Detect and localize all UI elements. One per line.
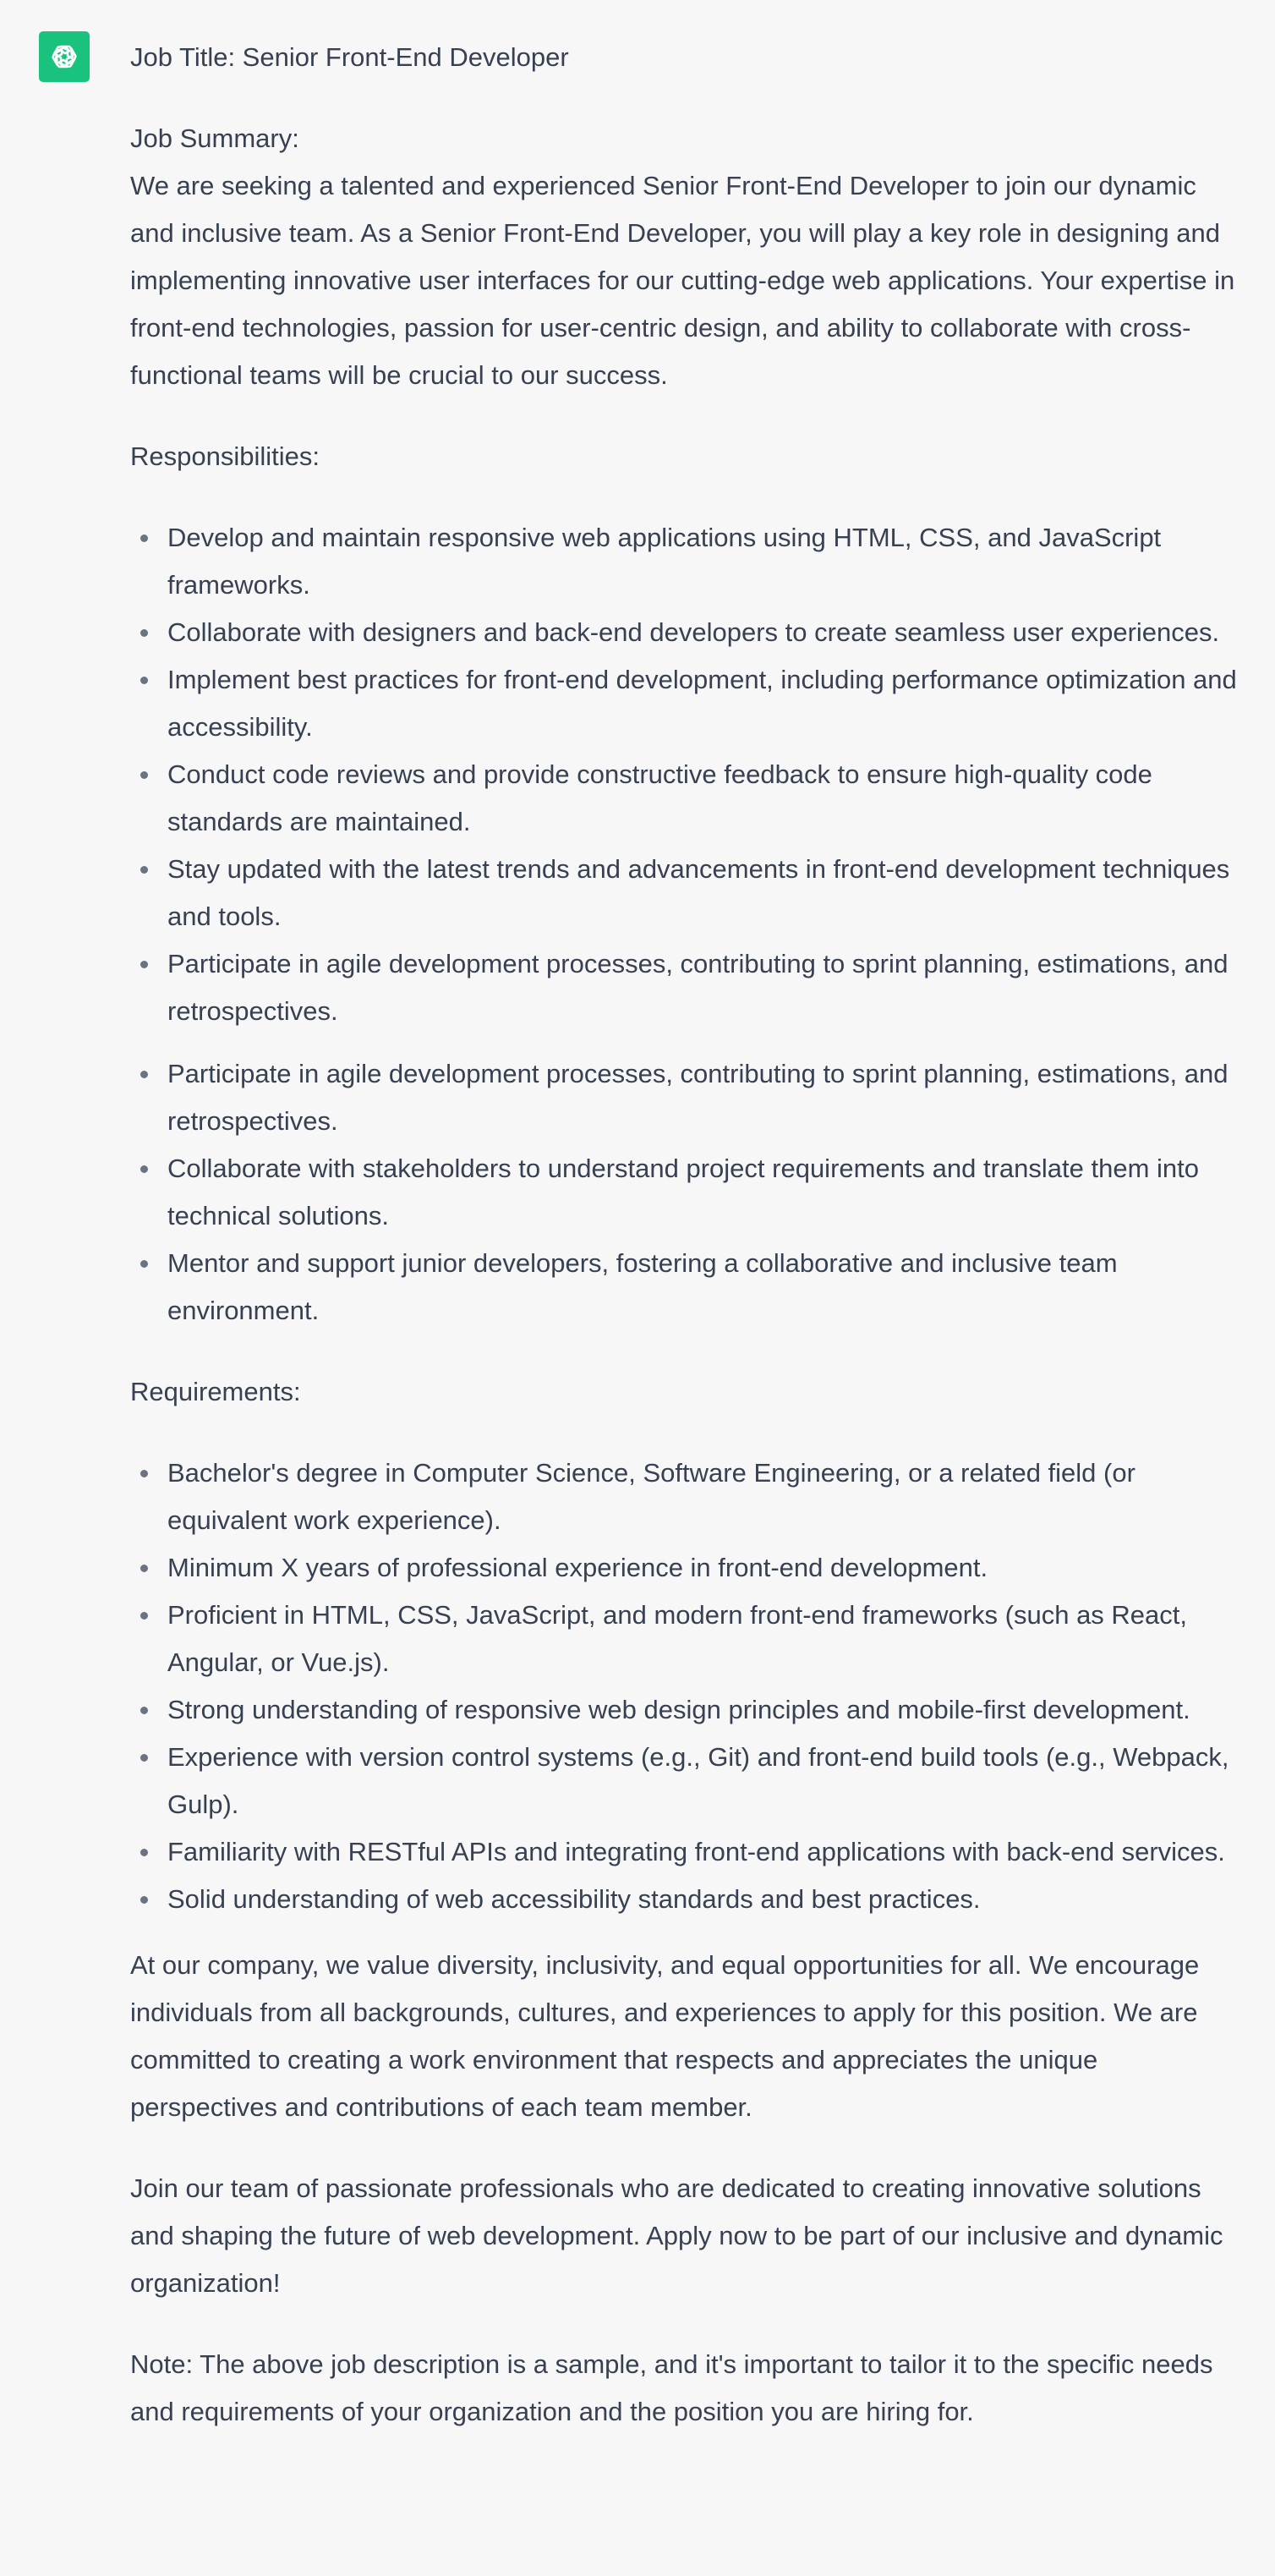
requirement-item: Solid understanding of web accessibility standards and best practices. (130, 1876, 1246, 1923)
job-title: Job Title: Senior Front-End Developer (130, 42, 569, 72)
assistant-avatar (39, 31, 90, 82)
responsibility-item: Participate in agile development processes, contributing to sprint planning, estimations, and retrospectives. (130, 1050, 1246, 1145)
responsibilities-heading: Responsibilities: (130, 441, 320, 471)
requirement-item: Familiarity with RESTful APIs and integrating front-end applications with back-end services. (130, 1828, 1246, 1876)
responsibility-item: Participate in agile development processes, contributing to sprint planning, estimations, and retrospectives. (130, 940, 1246, 1035)
diversity-paragraph: At our company, we value diversity, inclusivity, and equal opportunities for all. We encourage individuals from all backgrounds, cultures, and experiences to apply for this position. We are committed to creating a work environment that respects and appreciates the unique perspectives and contributions of each team member. (130, 1950, 1200, 2122)
responsibility-item: Develop and maintain responsive web applications using HTML, CSS, and JavaScript frameworks. (130, 514, 1246, 609)
responsibility-item: Stay updated with the latest trends and advancements in front-end development techniques and tools. (130, 846, 1246, 940)
assistant-message (130, 34, 1246, 2469)
note-paragraph: Note: The above job description is a sample, and it's important to tailor it to the specific needs and requirements of your organization and the position you are hiring for. (130, 2349, 1213, 2426)
join-paragraph: Join our team of passionate professionals who are dedicated to creating innovative solutions and shaping the future of web development. Apply now to be part of our inclusive and dynamic organization! (130, 2173, 1223, 2298)
requirement-item: Strong understanding of responsive web design principles and mobile-first development. (130, 1686, 1246, 1734)
responsibility-item: Collaborate with designers and back-end developers to create seamless user experiences. (130, 609, 1246, 656)
responsibility-item: Implement best practices for front-end development, including performance optimization and accessibility. (130, 656, 1246, 751)
responsibilities-list-continued (130, 1050, 1246, 1335)
requirement-item: Minimum X years of professional experience in front-end development. (130, 1544, 1246, 1592)
responsibility-item: Mentor and support junior developers, fostering a collaborative and inclusive team environment. (130, 1240, 1246, 1335)
requirement-item: Experience with version control systems (e.g., Git) and front-end build tools (e.g., Webpack, Gulp). (130, 1734, 1246, 1828)
responsibilities-list (130, 514, 1246, 1035)
requirement-item: Proficient in HTML, CSS, JavaScript, and modern front-end frameworks (such as React, Angular, or Vue.js). (130, 1592, 1246, 1686)
job-summary-text: We are seeking a talented and experienced Senior Front-End Developer to join our dynamic and inclusive team. As a Senior Front-End Developer, you will play a key role in designing and implementing innovative user interfaces for our cutting-edge web applications. Your expertise in front-end technologies, passion for user-centric design, and ability to collaborate with cross-functional teams will be crucial to our success. (130, 171, 1235, 390)
responsibility-item: Conduct code reviews and provide constructive feedback to ensure high-quality code standards are maintained. (130, 751, 1246, 846)
job-summary (130, 115, 1246, 399)
responsibility-item: Collaborate with stakeholders to understand project requirements and translate them into technical solutions. (130, 1145, 1246, 1240)
job-summary-label: Job Summary: (130, 123, 299, 153)
requirements-list (130, 1450, 1246, 1923)
requirement-item: Bachelor's degree in Computer Science, Software Engineering, or a related field (or equivalent work experience). (130, 1450, 1246, 1544)
openai-logo-icon (47, 40, 81, 74)
requirements-heading: Requirements: (130, 1377, 301, 1406)
